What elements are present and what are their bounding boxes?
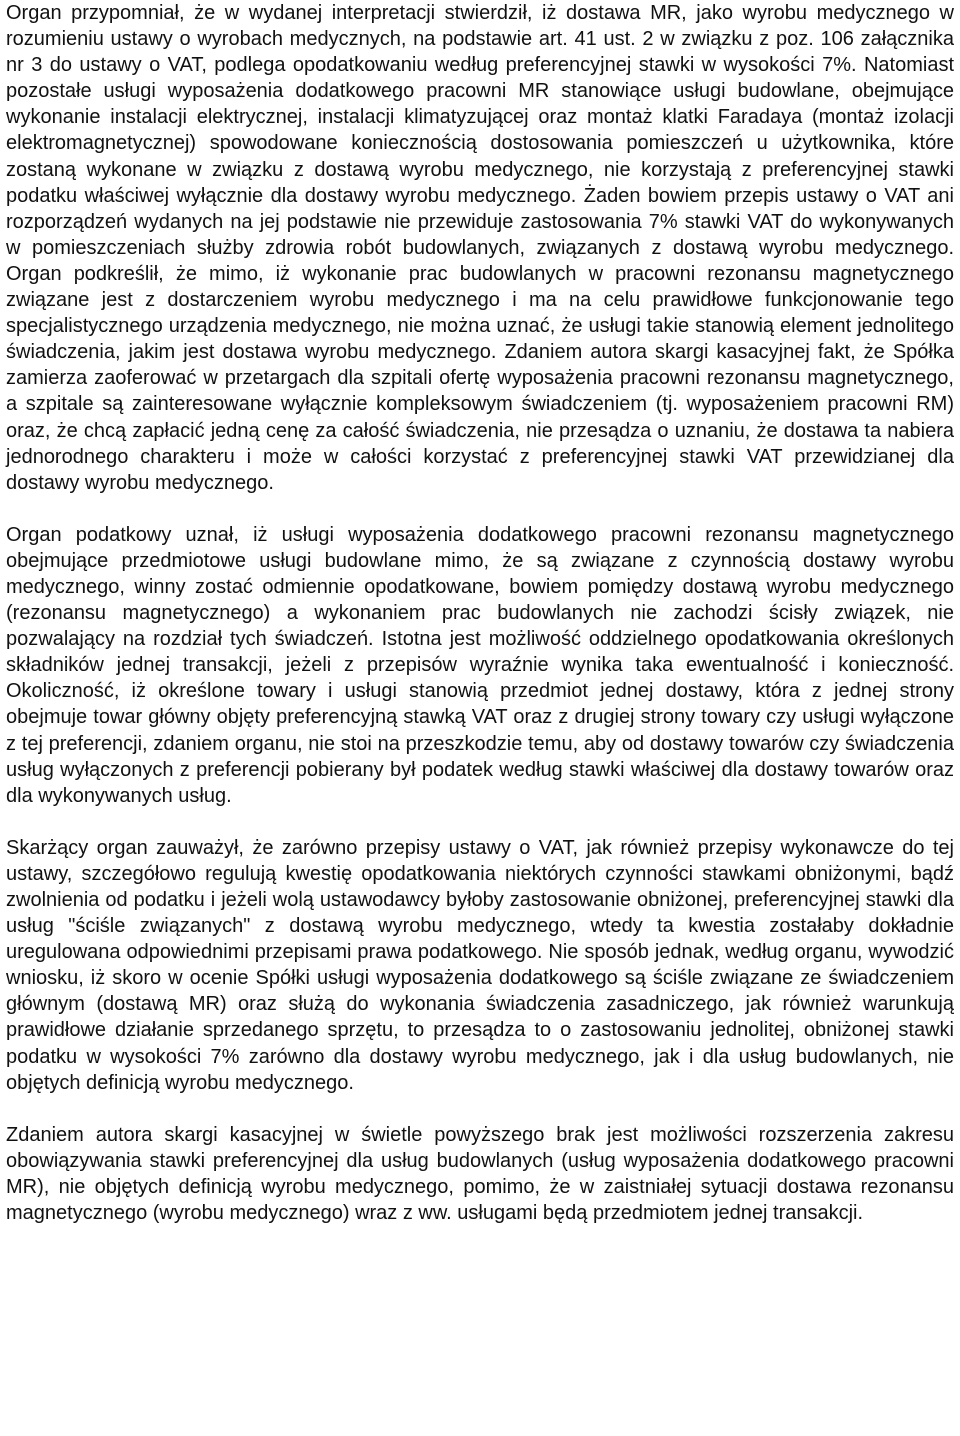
- document-page: [6, 0, 954, 1226]
- paragraph-3: Skarżący organ zauważył, że zarówno przepisy ustawy o VAT, jak również przepisy wykonawcze do tej ustawy, szczegółowo regulują kwestię opodatkowania niektórych czynności stawkami obniżonymi, bądź zwolnienia od podatku i jeżeli wolą ustawodawcy byłoby zastosowanie obniżonej, preferencyjnej stawki dla usług "ściśle związanych" z dostawą wyrobu medycznego, wtedy ta kwestia zostałaby dokładnie uregulowana odpowiednimi przepisami prawa podatkowego. Nie sposób jednak, według organu, wywodzić wniosku, iż skoro w ocenie Spółki usługi wyposażenia dodatkowego są ściśle związane ze świadczeniem głównym (dostawą MR) oraz służą do wykonania świadczenia zasadniczego, jak również warunkują prawidłowe działanie sprzedanego sprzętu, to przesądza to o zastosowaniu jednolitej, obniżonej stawki podatku w wysokości 7% zarówno dla dostawy wyrobu medycznego, jak i dla usług budowlanych, nie objętych definicją wyrobu medycznego.: [6, 836, 954, 1094]
- paragraph-4: Zdaniem autora skargi kasacyjnej w świetle powyższego brak jest możliwości rozszerzenia zakresu obowiązywania stawki preferencyjnej dla usług budowlanych (usług wyposażenia dodatkowego pracowni MR), nie objętych definicją wyrobu medycznego, pomimo, że w zaistniałej sytuacji dostawa rezonansu magnetycznego (wyrobu medycznego) wraz z ww. usługami będą przedmiotem jednej transakcji.: [6, 1123, 954, 1225]
- paragraph-2: Organ podatkowy uznał, iż usługi wyposażenia dodatkowego pracowni rezonansu magnetycznego obejmujące przedmiotowe usługi budowlane mimo, że są związane z czynnością dostawy wyrobu medycznego, winny zostać odmiennie opodatkowane, bowiem pomiędzy dostawą wyrobu medycznego (rezonansu magnetycznego) a wykonaniem prac budowlanych nie zachodzi ścisły związek, nie pozwalający na rozdział tych świadczeń. Istotna jest możliwość oddzielnego opodatkowania określonych składników jednej transakcji, jeżeli z przepisów wyraźnie wynika taka ewentualność i konieczność. Okoliczność, iż określone towary i usługi stanowią przedmiot jednej dostawy, która z jednej strony obejmuje towar główny objęty preferencyjną stawką VAT oraz z drugiej strony towary czy usługi wyłączone z tej preferencji, zdaniem organu, nie stoi na przeszkodzie temu, aby od dostawy towarów czy świadczenia usług wyłączonych z preferencji pobierany był podatek według stawki właściwej dla dostawy towarów oraz dla wykonywanych usług.: [6, 523, 954, 807]
- paragraph-1: Organ przypomniał, że w wydanej interpretacji stwierdził, iż dostawa MR, jako wyrobu medycznego w rozumieniu ustawy o wyrobach medycznych, na podstawie art. 41 ust. 2 w związku z poz. 106 załącznika nr 3 do ustawy o VAT, podlega opodatkowaniu według preferencyjnej stawki w wysokości 7%. Natomiast pozostałe usługi wyposażenia dodatkowego pracowni MR stanowiące usługi budowlane, obejmujące wykonanie instalacji elektrycznej, instalacji klimatyzującej oraz montaż klatki Faradaya (montaż izolacji elektromagnetycznej) spowodowane koniecznością dostosowania pomieszczeń u użytkownika, które zostaną wykonane w związku z dostawą wyrobu medycznego, nie korzystają z preferencyjnej stawki podatku właściwej wyłącznie dla dostawy wyrobu medycznego. Żaden bowiem przepis ustawy o VAT ani rozporządzeń wydanych na jej podstawie nie przewiduje zastosowania 7% stawki VAT do wykonywanych w pomieszczeniach służby zdrowia robót budowlanych, związanych z dostawą wyrobu medycznego. Organ podkreślił, że mimo, iż wykonanie prac budowlanych w pracowni rezonansu magnetycznego związane jest z dostarczeniem wyrobu medycznego i ma na celu prawidłowe funkcjonowanie tego specjalistycznego urządzenia medycznego, nie można uznać, że usługi takie stanowią element jednolitego świadczenia, jakim jest dostawa wyrobu medycznego. Zdaniem autora skargi kasacyjnej fakt, że Spółka zamierza zaoferować w przetargach dla szpitali ofertę wyposażenia pracowni rezonansu magnetycznego, a szpitale są zainteresowane wyłącznie kompleksowym świadczeniem (tj. wyposażeniem pracowni RM) oraz, że chcą zapłacić jedną cenę za całość świadczenia, nie przesądza o uznaniu, że dostawa ta nabiera jednorodnego charakteru i może w całości korzystać z preferencyjnej stawki VAT przewidzianej dla dostawy wyrobu medycznego.: [6, 2, 954, 494]
